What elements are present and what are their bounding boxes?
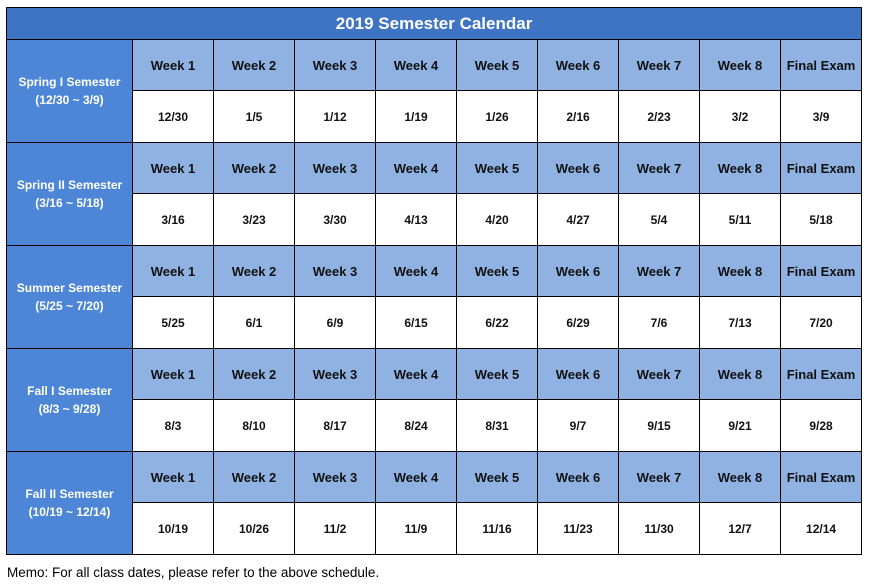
calendar-body [7,8,862,555]
week-header-cell: Week 1 [133,246,214,297]
date-cell: 12/14 [781,503,862,555]
week-header-cell: Week 6 [538,349,619,400]
date-cell: 5/4 [619,194,700,246]
week-header-cell: Week 3 [295,349,376,400]
week-header-cell: Week 1 [133,143,214,194]
date-cell: 6/1 [214,297,295,349]
week-header-row [7,246,862,297]
week-header-cell: Week 2 [214,452,295,503]
semester-label-cell [7,246,133,349]
week-header-cell: Week 3 [295,40,376,91]
week-header-cell: Week 4 [376,452,457,503]
week-header-cell: Week 7 [619,349,700,400]
date-cell: 7/6 [619,297,700,349]
week-header-cell: Week 7 [619,246,700,297]
week-header-cell: Week 3 [295,246,376,297]
calendar-title: 2019 Semester Calendar [7,8,862,40]
week-header-cell: Week 8 [700,349,781,400]
semester-date-range: (5/25 ~ 7/20) [35,299,104,313]
week-header-cell: Final Exam [781,349,862,400]
semester-label-cell [7,143,133,246]
date-cell: 12/7 [700,503,781,555]
date-cell: 8/3 [133,400,214,452]
date-cell: 9/21 [700,400,781,452]
week-header-cell: Week 4 [376,349,457,400]
week-header-cell: Week 7 [619,143,700,194]
date-cell: 11/9 [376,503,457,555]
week-header-cell: Week 6 [538,143,619,194]
date-cell: 1/26 [457,91,538,143]
semester-name: Spring I Semester [18,75,121,89]
week-header-cell: Week 6 [538,452,619,503]
week-header-cell: Week 5 [457,452,538,503]
week-header-cell: Week 2 [214,40,295,91]
semester-name: Summer Semester [16,281,123,295]
semester-label-cell [7,349,133,452]
semester-date-range: (3/16 ~ 5/18) [35,196,104,210]
week-header-cell: Week 3 [295,143,376,194]
week-header-row [7,40,862,91]
date-cell: 8/17 [295,400,376,452]
week-header-cell: Week 3 [295,452,376,503]
week-header-cell: Week 6 [538,40,619,91]
week-header-cell: Week 2 [214,143,295,194]
date-cell: 9/28 [781,400,862,452]
week-header-cell: Week 8 [700,143,781,194]
date-cell: 3/16 [133,194,214,246]
date-cell: 4/20 [457,194,538,246]
date-cell: 7/13 [700,297,781,349]
date-cell: 3/30 [295,194,376,246]
date-row [7,194,862,246]
semester-date-range: (12/30 ~ 3/9) [35,93,104,107]
date-cell: 10/19 [133,503,214,555]
week-header-cell: Week 4 [376,143,457,194]
week-header-cell: Week 6 [538,246,619,297]
date-cell: 6/15 [376,297,457,349]
date-cell: 4/13 [376,194,457,246]
week-header-cell: Week 7 [619,452,700,503]
date-cell: 5/25 [133,297,214,349]
week-header-cell: Final Exam [781,40,862,91]
week-header-cell: Week 7 [619,40,700,91]
week-header-cell: Week 2 [214,246,295,297]
date-cell: 11/2 [295,503,376,555]
week-header-cell: Final Exam [781,246,862,297]
date-cell: 3/23 [214,194,295,246]
week-header-cell: Final Exam [781,143,862,194]
date-cell: 5/11 [700,194,781,246]
date-cell: 9/7 [538,400,619,452]
date-row [7,503,862,555]
semester-label-cell [7,452,133,555]
week-header-cell: Week 5 [457,246,538,297]
date-row [7,297,862,349]
semester-name: Spring II Semester [16,178,123,192]
week-header-row [7,143,862,194]
date-cell: 10/26 [214,503,295,555]
date-cell: 11/16 [457,503,538,555]
week-header-cell: Week 5 [457,349,538,400]
semester-date-range: (10/19 ~ 12/14) [28,505,111,519]
week-header-cell: Week 1 [133,40,214,91]
week-header-cell: Week 5 [457,143,538,194]
date-cell: 11/30 [619,503,700,555]
week-header-cell: Week 1 [133,349,214,400]
date-cell: 8/31 [457,400,538,452]
date-cell: 6/22 [457,297,538,349]
week-header-cell: Week 8 [700,452,781,503]
date-cell: 1/5 [214,91,295,143]
date-row [7,400,862,452]
date-cell: 3/2 [700,91,781,143]
calendar-container [6,7,861,555]
date-cell: 11/23 [538,503,619,555]
week-header-cell: Week 4 [376,246,457,297]
semester-label-cell [7,40,133,143]
date-cell: 7/20 [781,297,862,349]
date-cell: 6/29 [538,297,619,349]
week-header-row [7,349,862,400]
semester-calendar-table [6,7,862,555]
date-cell: 4/27 [538,194,619,246]
date-cell: 2/23 [619,91,700,143]
date-cell: 1/12 [295,91,376,143]
date-cell: 8/24 [376,400,457,452]
week-header-cell: Week 4 [376,40,457,91]
date-cell: 12/30 [133,91,214,143]
date-cell: 6/9 [295,297,376,349]
week-header-cell: Week 2 [214,349,295,400]
date-row [7,91,862,143]
week-header-cell: Week 1 [133,452,214,503]
date-cell: 1/19 [376,91,457,143]
week-header-cell: Final Exam [781,452,862,503]
semester-name: Fall II Semester [25,487,114,501]
date-cell: 2/16 [538,91,619,143]
week-header-row [7,452,862,503]
date-cell: 9/15 [619,400,700,452]
week-header-cell: Week 8 [700,246,781,297]
semester-date-range: (8/3 ~ 9/28) [38,402,101,416]
semester-name: Fall I Semester [27,384,112,398]
date-cell: 8/10 [214,400,295,452]
week-header-cell: Week 5 [457,40,538,91]
title-row [7,8,862,40]
date-cell: 3/9 [781,91,862,143]
week-header-cell: Week 8 [700,40,781,91]
memo-note: Memo: For all class dates, please refer to the above schedule. [7,565,380,580]
date-cell: 5/18 [781,194,862,246]
